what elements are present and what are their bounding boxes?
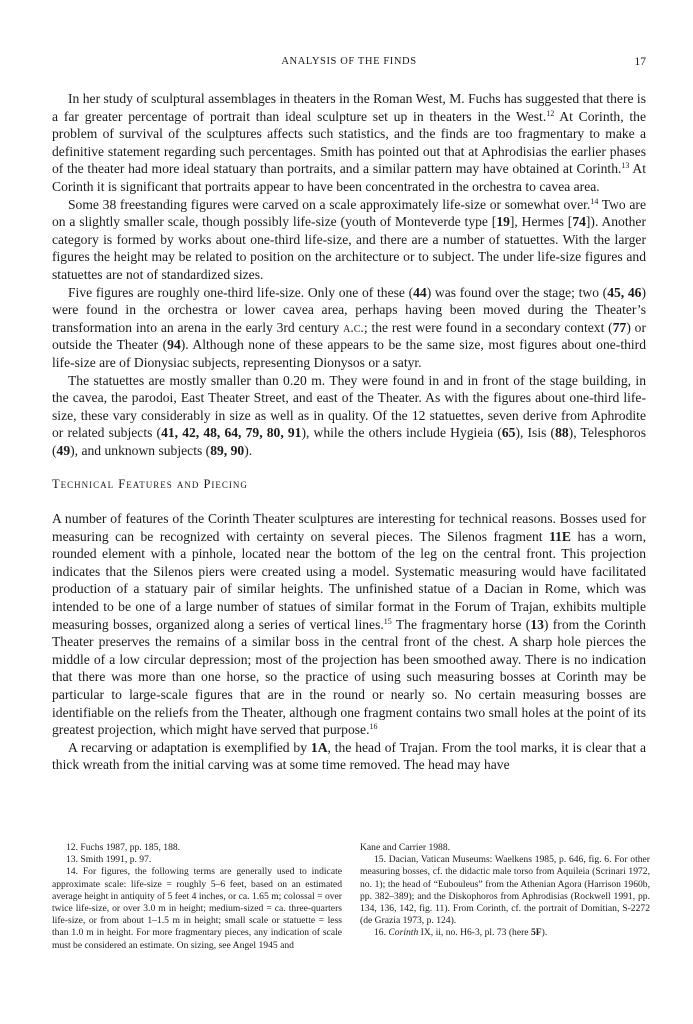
text-run: In her study of sculptural assemblages in theaters in the Roman West, M. Fuchs has suggested that there is a far greater percentage of portrait than ideal sculpture set up in theaters in the West.: [52, 91, 646, 124]
text-run: 16.: [374, 927, 389, 939]
main-text: [52, 90, 646, 774]
footnotes-right-column: [360, 842, 650, 940]
catalogue-number: 65: [501, 425, 516, 441]
era-abbreviation: a.c.: [343, 319, 364, 335]
text-run: ).: [244, 442, 253, 458]
footnote-15: 15. Dacian, Vatican Museums: Waelkens 1985, p. 646, fig. 6. For other measuring bosses, cf. the didactic male torso from Aquileia (Scrinari 1972, no. 1); the head of “Eubouleus” from the Athenian Agora (Harrison 1960b, pp. 382–389); and the Diskophoros from Aphrodisias (Rockwell 1991, pp. 134, 136, 142, fig. 11). From Corinth, cf. the portrait of Domitian, S-2272 (de Grazia 1973, p. 124).: [360, 854, 650, 927]
catalogue-number: 89, 90: [210, 442, 245, 458]
catalogue-number: 94: [167, 337, 181, 353]
paragraph-statuettes: [52, 372, 646, 460]
paragraph-portraits: [52, 90, 646, 196]
footnote-ref: 16: [369, 722, 378, 732]
catalogue-number: 74: [572, 214, 586, 230]
catalogue-number: 13: [530, 616, 544, 632]
footnote-ref: 15: [383, 616, 392, 626]
catalogue-number: 49: [56, 442, 71, 458]
paragraph-recarving: [52, 739, 646, 774]
text-run: ) or outside the Theater (: [52, 319, 646, 353]
text-run: , the head of Trajan. From the tool marks, it is clear that a thick wreath from the initial carving was at some time removed. The head may have: [52, 739, 647, 773]
text-run: Two are on a slightly smaller scale, though possibly life-size (youth of Monteverde type [: [52, 196, 646, 230]
text-run: Five figures are roughly one-third life-size. Only one of these (: [68, 284, 414, 300]
text-run: Some 38 freestanding figures were carved on a scale approximately life-size or somewhat over.: [68, 196, 591, 212]
footnote-12: 12. Fuchs 1987, pp. 185, 188.: [66, 842, 181, 853]
text-run: has a worn, rounded element with a pinhole, located near the bottom of the leg on the central front. This projection indicates that the Silenos piers were created using a model. Systematic measuring would have facilitated production of a statuary pair of similar heights. The unfinished statue of a Dacian in Rome, which was intended to be one of a large number of statues of similar format in the Forum of Trajan, exhibits multiple measuring bosses, organized along a series of vertical lines.: [52, 528, 646, 632]
text-run: ) were found in the orchestra or lower cavea area, perhaps having been moved during the Theater’s transformation into an arena in the early 3rd century: [52, 284, 646, 335]
page-number: 17: [634, 56, 646, 68]
catalogue-number: 1A: [310, 739, 328, 755]
paragraph-one-third: [52, 284, 646, 372]
text-run: IX, ii, no. H6-3, pl. 73 (here: [418, 927, 531, 939]
text-run: ), Isis (: [515, 425, 556, 441]
footnote-14: 14. For figures, the following terms are generally used to indicate approximate scale: life-size = roughly 5–6 feet, based on an estimated average height in antiquity of 5 feet 4 inches, or ca. 1.65 m; colossal = over twice life-size, or over 3.0 m in height; medium-sized = ca. three-quarters life-size, or from about 1–1.5 m in height; small scale or statuette = less than 1.0 m in height. For more fragmentary pieces, any indication of scale must be considered an estimate. On sizing, see Angel 1945 and: [52, 866, 342, 951]
text-run: ], Hermes [: [509, 214, 573, 230]
running-title: ANALYSIS OF THE FINDS: [281, 56, 417, 67]
text-run: At Corinth, the problem of survival of the sculptures affects such statistics, and the finds are too fragmentary to make a definitive statement regarding such percentages. Smith has pointed out that at Aphrodisias the earlier phases of the theater had more ideal statuary than portraits, and a similar pattern may have obtained at Corinth.: [52, 108, 646, 177]
text-run: ), and unknown subjects (: [70, 442, 211, 458]
text-run: ) was found over the stage; two (: [426, 284, 608, 300]
text-run: The statuettes are mostly smaller than 0.20 m. They were found in and in front of the stage building, in the cavea, the parodoi, East Theater Street, and east of the Theater. As with the figures about one-third life-size, these vary considerably in size as well as in quality. Of the 12 statuettes, seven derive from Aphrodite or related subjects (: [52, 372, 646, 441]
text-run: A number of features of the Corinth Theater sculptures are interesting for technical reasons. Bosses used for measuring can be recognized with certainty on several pieces. The Silenos fragment: [52, 511, 646, 544]
text-run: ), while the others include Hygieia (: [301, 425, 502, 441]
footnote-ref: 14: [590, 196, 599, 206]
text-run: ), Telesphoros (: [52, 425, 646, 458]
text-run: ; the rest were found in a secondary context (: [363, 319, 613, 335]
footnotes-left-column: [52, 842, 342, 952]
catalogue-number: 77: [612, 319, 627, 335]
running-head: [52, 56, 646, 72]
footnote-ref: 12: [546, 108, 555, 118]
text-run: The fragmentary horse (: [391, 616, 531, 632]
catalogue-number: 19: [496, 214, 510, 230]
text-run: ). Although none of these appears to be the same size, most figures about one-third life-size are of Dionysiac subjects, representing Dionysos or a satyr.: [52, 337, 646, 370]
text-run: At Corinth it is significant that portraits appear to have been concentrated in the orchestra to cavea area.: [52, 161, 646, 194]
text-run: A recarving or adaptation is exemplified by: [68, 739, 311, 755]
catalogue-number: 44: [413, 284, 427, 300]
footnote-13: 13. Smith 1991, p. 97.: [66, 854, 152, 866]
footnote-14-continued: Kane and Carrier 1988.: [360, 842, 451, 853]
paragraph-measuring-bosses: [52, 510, 646, 739]
text-run: ) from the Corinth Theater preserves the remains of a similar boss in the central front of the chest. A sharp hole pierces the middle of a low circular depression; most of the projection has been smoothed away. There is no indication that there was more than one horse, so the practice of using such measuring bosses at Corinth may be particular to large-scale figures that are in the round or nearly so. No certain measuring bosses are identifiable on the reliefs from the Theater, although one fragment contains two small holes at the point of its greatest projection, which might have served that purpose.: [52, 616, 646, 738]
text-run: ).: [541, 927, 548, 939]
catalogue-number: 88: [555, 425, 569, 441]
footnote-ref: 13: [621, 161, 630, 171]
footnote-16: [360, 927, 650, 939]
text-run: ]). Another category is formed by works about one-third life-size, and there are a number of statuettes. With the larger figures the height may be related to position on the architecture or to subject. The under life-size figures and statuettes are not of standardized sizes.: [52, 214, 646, 282]
section-heading: Technical Features and Piecing: [52, 477, 248, 492]
series-title: Corinth: [388, 927, 419, 939]
paragraph-scale: [52, 196, 646, 284]
catalogue-number: 45, 46: [607, 284, 642, 300]
catalogue-number: 41, 42, 48, 64, 79, 80, 91: [161, 425, 302, 441]
catalogue-number: 11E: [549, 528, 571, 544]
catalogue-number: 5F: [530, 927, 542, 939]
